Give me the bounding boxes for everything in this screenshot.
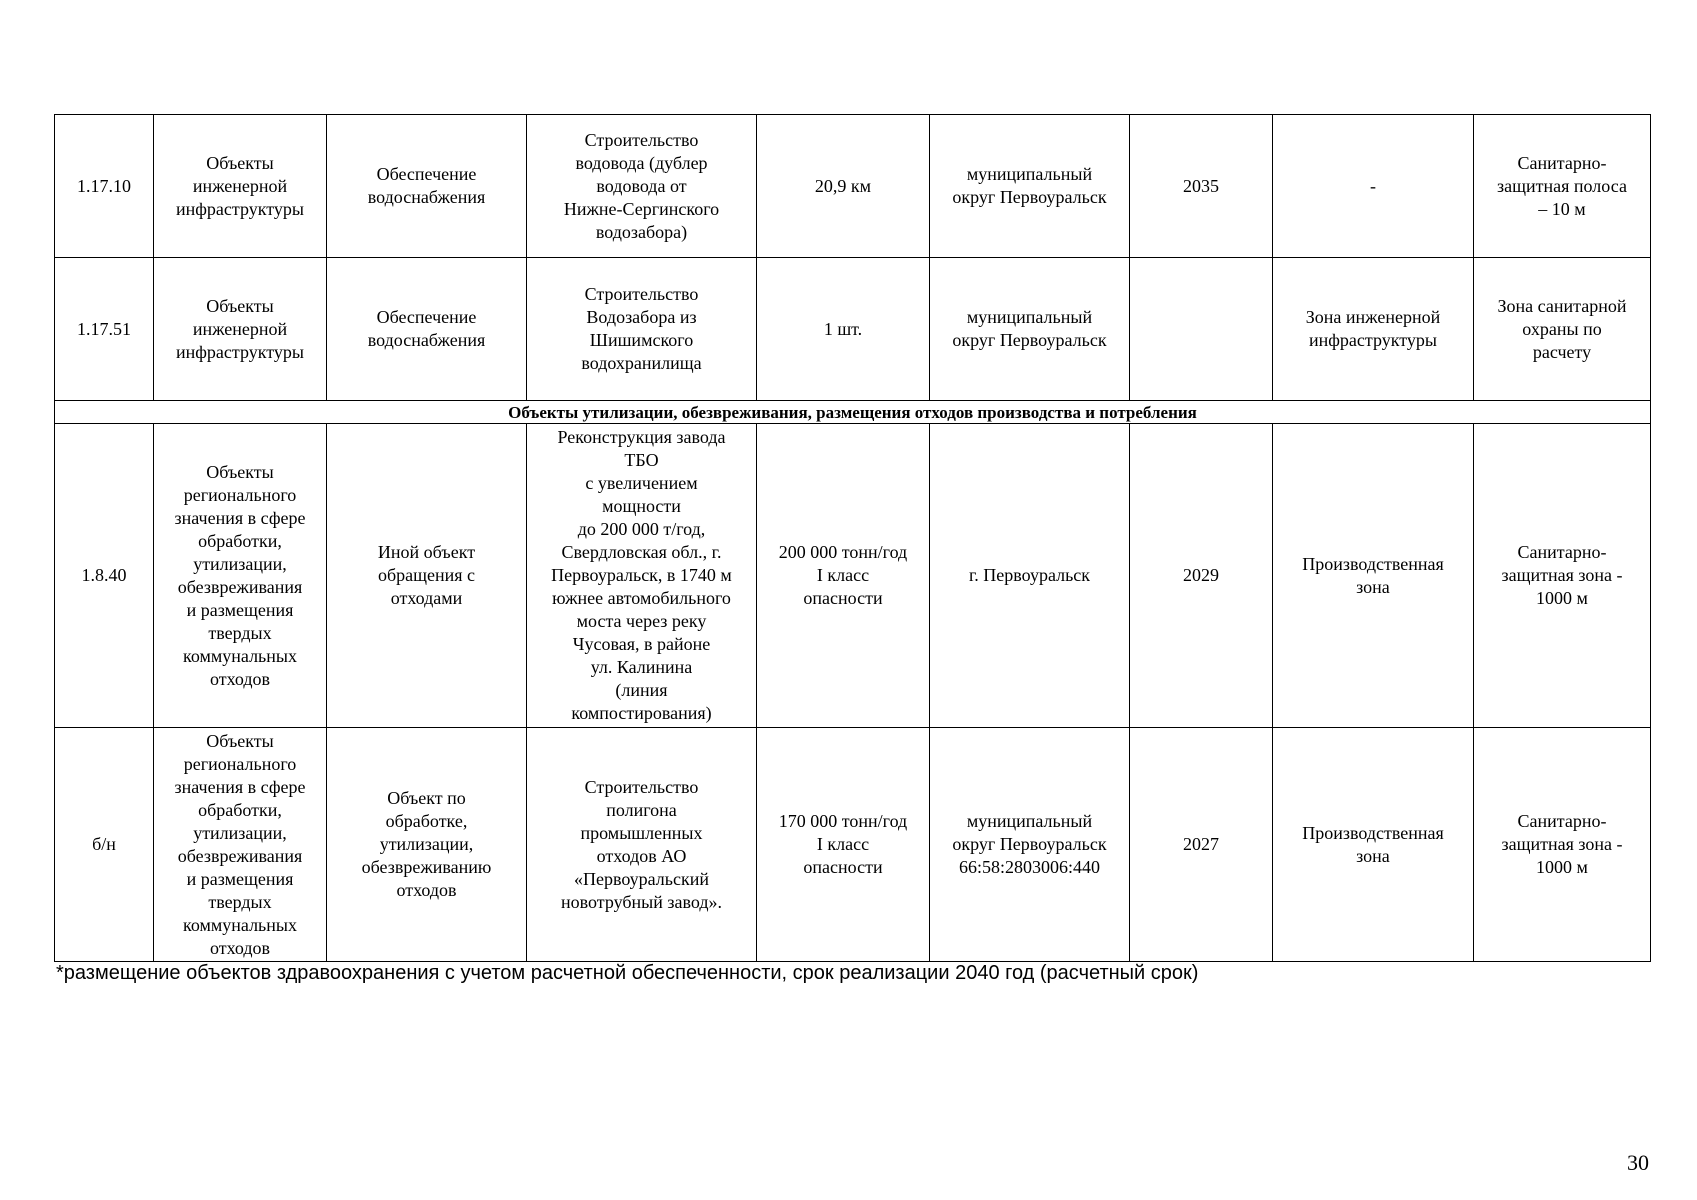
object-location: муниципальный округ Первоуральск 66:58:2803006:440 bbox=[930, 728, 1130, 962]
objects-table bbox=[54, 114, 1651, 962]
object-location: г. Первоуральск bbox=[930, 424, 1130, 728]
object-year: 2029 bbox=[1130, 424, 1273, 728]
object-location: муниципальный округ Первоуральск bbox=[930, 115, 1130, 258]
object-number: б/н bbox=[55, 728, 154, 962]
object-category: Объекты регионального значения в сфере обработки, утилизации, обезвреживания и размещения твердых коммунальных отходов bbox=[154, 424, 327, 728]
table-row bbox=[55, 728, 1651, 962]
table-row bbox=[55, 424, 1651, 728]
object-restriction: Санитарно- защитная зона - 1000 м bbox=[1474, 728, 1651, 962]
object-year: 2035 bbox=[1130, 115, 1273, 258]
object-number: 1.8.40 bbox=[55, 424, 154, 728]
object-capacity: 170 000 тонн/год I класс опасности bbox=[757, 728, 930, 962]
object-restriction: Санитарно- защитная полоса – 10 м bbox=[1474, 115, 1651, 258]
object-number: 1.17.51 bbox=[55, 258, 154, 401]
object-category: Объекты регионального значения в сфере обработки, утилизации, обезвреживания и размещения твердых коммунальных отходов bbox=[154, 728, 327, 962]
footnote: *размещение объектов здравоохранения с учетом расчетной обеспеченности, срок реализации 2040 год (расчетный срок) bbox=[56, 962, 1199, 984]
object-name: Строительство полигона промышленных отходов АО «Первоуральский новотрубный завод». bbox=[527, 728, 757, 962]
object-zone: - bbox=[1273, 115, 1474, 258]
object-year bbox=[1130, 258, 1273, 401]
object-purpose: Обеспечение водоснабжения bbox=[327, 258, 527, 401]
object-name: Строительство Водозабора из Шишимского водохранилища bbox=[527, 258, 757, 401]
object-purpose: Обеспечение водоснабжения bbox=[327, 115, 527, 258]
object-category: Объекты инженерной инфраструктуры bbox=[154, 115, 327, 258]
object-name: Реконструкция завода ТБО с увеличением мощности до 200 000 т/год, Свердловская обл., г. Первоуральск, в 1740 м южнее автомобильного моста через реку Чусовая, в районе ул. Калинина (линия компостирования) bbox=[527, 424, 757, 728]
page-number: 30 bbox=[1627, 1150, 1649, 1175]
object-year: 2027 bbox=[1130, 728, 1273, 962]
object-location: муниципальный округ Первоуральск bbox=[930, 258, 1130, 401]
section-title: Объекты утилизации, обезвреживания, размещения отходов производства и потребления bbox=[55, 401, 1651, 424]
object-purpose: Иной объект обращения с отходами bbox=[327, 424, 527, 728]
table-row bbox=[55, 258, 1651, 401]
object-purpose: Объект по обработке, утилизации, обезвреживанию отходов bbox=[327, 728, 527, 962]
object-capacity: 200 000 тонн/год I класс опасности bbox=[757, 424, 930, 728]
table-row bbox=[55, 115, 1651, 258]
object-name: Строительство водовода (дублер водовода от Нижне-Сергинского водозабора) bbox=[527, 115, 757, 258]
object-number: 1.17.10 bbox=[55, 115, 154, 258]
object-capacity: 1 шт. bbox=[757, 258, 930, 401]
object-zone: Производственная зона bbox=[1273, 728, 1474, 962]
section-row bbox=[55, 401, 1651, 424]
object-restriction: Зона санитарной охраны по расчету bbox=[1474, 258, 1651, 401]
object-category: Объекты инженерной инфраструктуры bbox=[154, 258, 327, 401]
object-restriction: Санитарно- защитная зона - 1000 м bbox=[1474, 424, 1651, 728]
object-zone: Производственная зона bbox=[1273, 424, 1474, 728]
object-capacity: 20,9 км bbox=[757, 115, 930, 258]
object-zone: Зона инженерной инфраструктуры bbox=[1273, 258, 1474, 401]
